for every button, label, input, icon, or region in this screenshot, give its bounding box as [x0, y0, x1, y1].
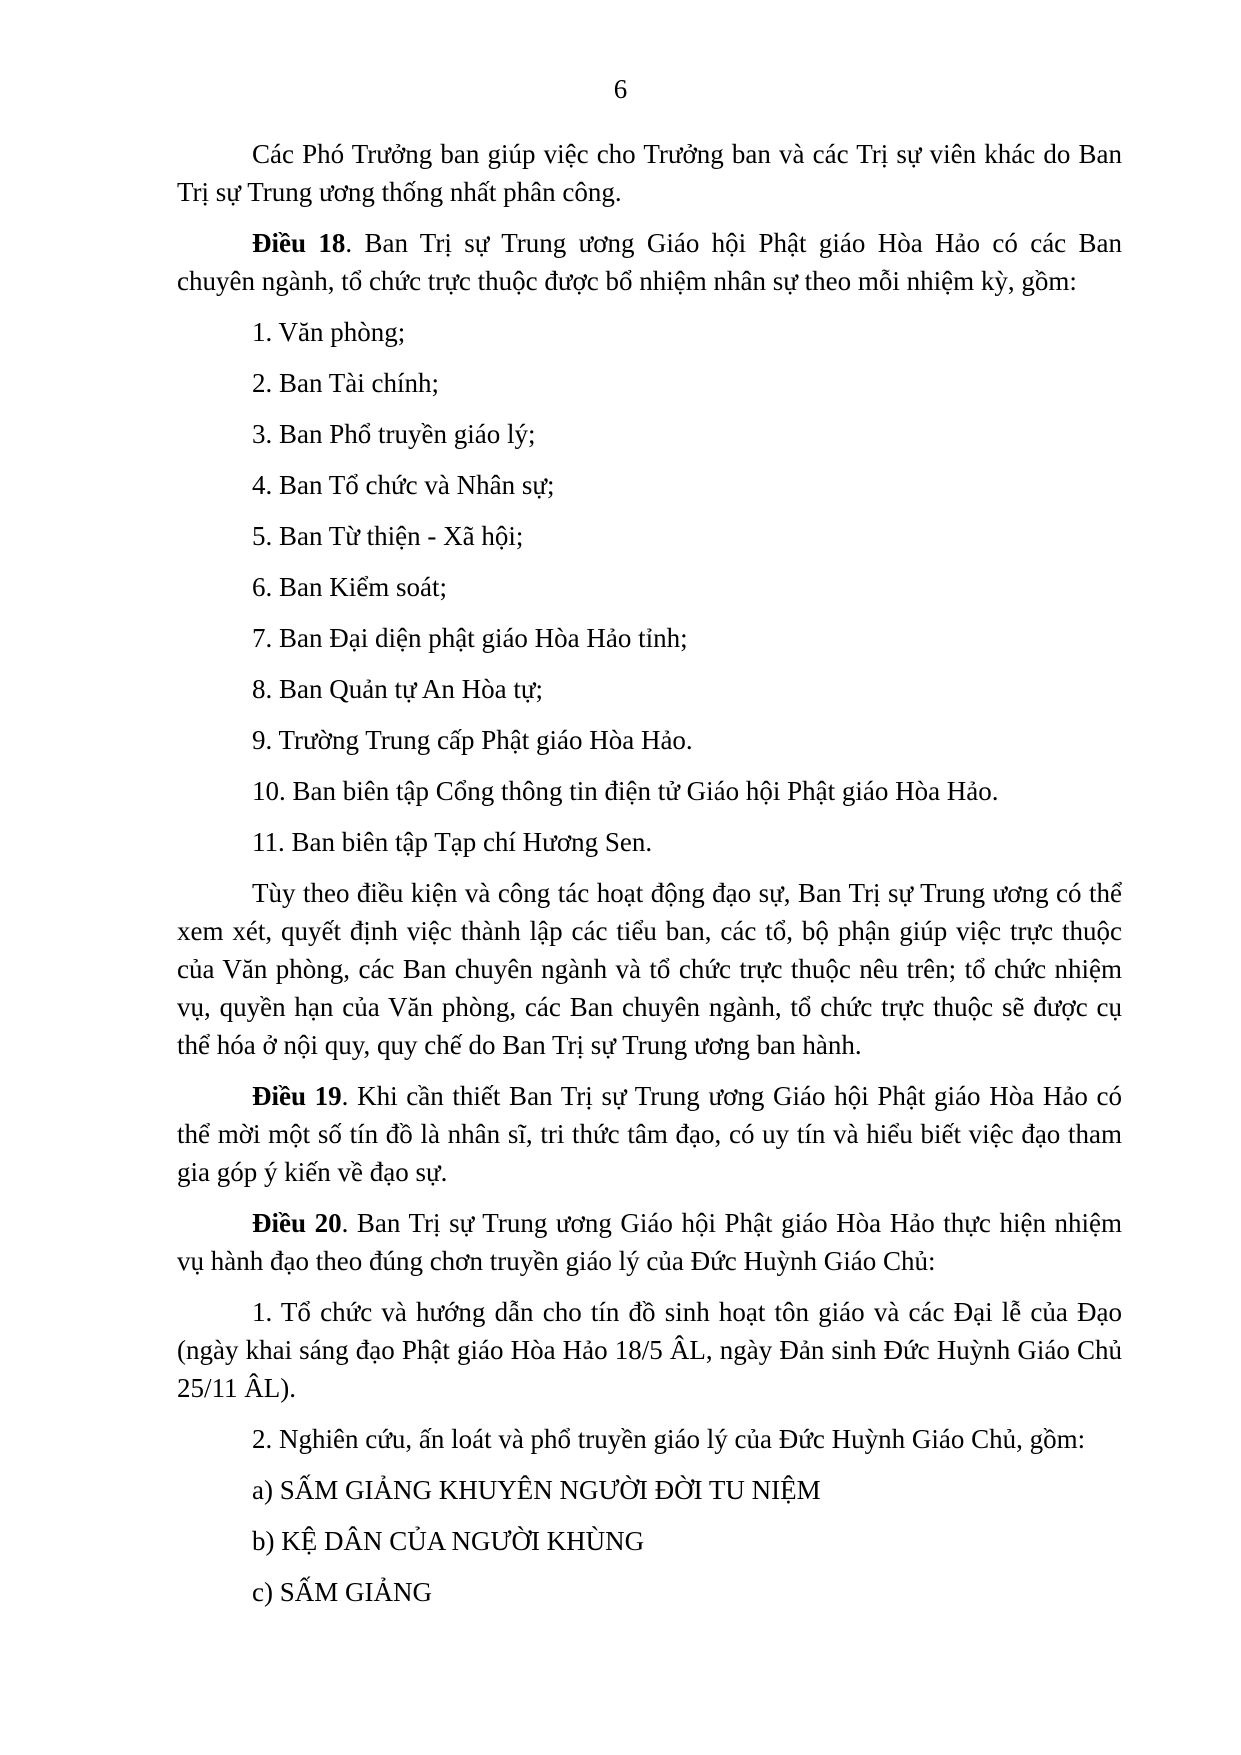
- list-item: 3. Ban Phổ truyền giáo lý;: [252, 419, 536, 449]
- article-18-closing: Tùy theo điều kiện và công tác hoạt động đạo sự, Ban Trị sự Trung ương có thể xem xét, quyết định việc thành lập các tiểu ban, các tổ, bộ phận giúp việc trực thuộc của Văn phòng, các Ban chuyên ngành và tổ chức trực thuộc nêu trên; tổ chức nhiệm vụ, quyền hạn của Văn phòng, các Ban chuyên ngành, tổ chức trực thuộc sẽ được cụ thể hóa ở nội quy, quy chế do Ban Trị sự Trung ương ban hành.: [177, 878, 1122, 1060]
- article-20-intro: [177, 1204, 1122, 1280]
- article-18-intro: [177, 224, 1122, 300]
- article-20-label: Điều 20: [252, 1208, 342, 1238]
- article-19-label: Điều 19: [252, 1081, 342, 1111]
- list-item: 2. Ban Tài chính;: [252, 368, 439, 398]
- list-item: 5. Ban Từ thiện - Xã hội;: [252, 521, 524, 551]
- article-20-point-2: 2. Nghiên cứu, ấn loát và phổ truyền giáo lý của Đức Huỳnh Giáo Chủ, gồm:: [252, 1424, 1086, 1454]
- list-item: 7. Ban Đại diện phật giáo Hòa Hảo tỉnh;: [252, 623, 688, 653]
- list-item: 8. Ban Quản tự An Hòa tự;: [252, 674, 543, 704]
- list-item: 4. Ban Tổ chức và Nhân sự;: [252, 470, 555, 500]
- article-20-text: . Ban Trị sự Trung ương Giáo hội Phật giáo Hòa Hảo thực hiện nhiệm vụ hành đạo theo đúng chơn truyền giáo lý của Đức Huỳnh Giáo Chủ:: [177, 1208, 1123, 1276]
- list-item: 10. Ban biên tập Cổng thông tin điện tử Giáo hội Phật giáo Hòa Hảo.: [252, 776, 999, 806]
- document-body: [177, 135, 1122, 1624]
- scripture-item: b) KỆ DÂN CỦA NGƯỜI KHÙNG: [252, 1526, 645, 1556]
- article-19-text: . Khi cần thiết Ban Trị sự Trung ương Giáo hội Phật giáo Hòa Hảo có thể mời một số tín đồ là nhân sĩ, tri thức tâm đạo, có uy tín và hiểu biết việc đạo tham gia góp ý kiến về đạo sự.: [177, 1081, 1122, 1187]
- page-number: 6: [613, 74, 628, 104]
- article-18-label: Điều 18: [252, 228, 346, 258]
- list-item: 1. Văn phòng;: [252, 317, 406, 347]
- article-20-point-1: 1. Tổ chức và hướng dẫn cho tín đồ sinh hoạt tôn giáo và các Đại lễ của Đạo (ngày khai sáng đạo Phật giáo Hòa Hảo 18/5 ÂL, ngày Đản sinh Đức Huỳnh Giáo Chủ 25/11 ÂL).: [177, 1297, 1122, 1403]
- scripture-item: a) SẤM GIẢNG KHUYÊN NGƯỜI ĐỜI TU NIỆM: [252, 1475, 821, 1505]
- article-18-text: . Ban Trị sự Trung ương Giáo hội Phật giáo Hòa Hảo có các Ban chuyên ngành, tổ chức trực thuộc được bổ nhiệm nhân sự theo mỗi nhiệm kỳ, gồm:: [177, 228, 1123, 296]
- paragraph-vice-heads: Các Phó Trưởng ban giúp việc cho Trưởng ban và các Trị sự viên khác do Ban Trị sự Trung ương thống nhất phân công.: [177, 139, 1122, 207]
- list-item: 6. Ban Kiểm soát;: [252, 572, 447, 602]
- scripture-item: c) SẤM GIẢNG: [252, 1577, 432, 1607]
- list-item: 11. Ban biên tập Tạp chí Hương Sen.: [252, 827, 653, 857]
- list-item: 9. Trường Trung cấp Phật giáo Hòa Hảo.: [252, 725, 693, 755]
- article-19: [177, 1077, 1122, 1191]
